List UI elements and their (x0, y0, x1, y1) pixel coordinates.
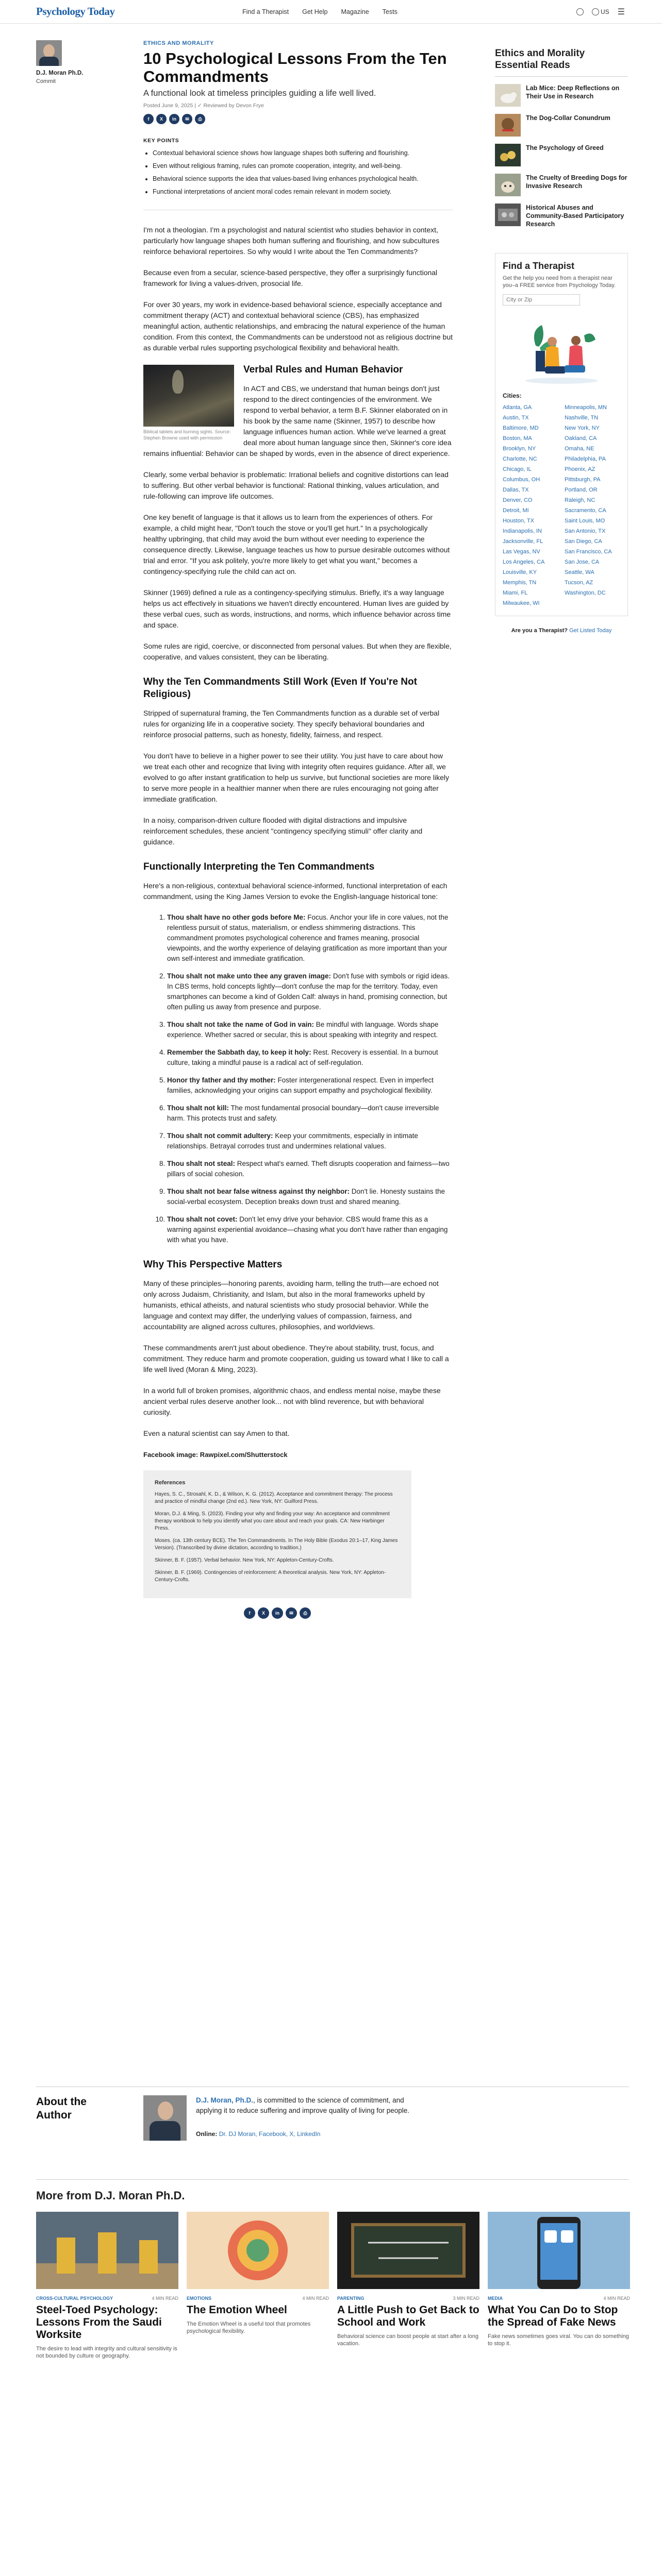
card-read-time: 3 MIN READ (453, 2296, 479, 2301)
paragraph: I'm not a theologian. I'm a psychologist and natural scientist who studies behavior in context, particularly how language shapes both human suffering and flourishing, and how subcultures reinforce behavioral repertoires. So why would I write about the Ten Commandments? (143, 226, 440, 256)
card-summary: Fake news sometimes goes viral. You can do something to stop it. (488, 2333, 629, 2347)
references-label: References (155, 1480, 186, 1486)
city-link[interactable]: Los Angeles, CA (503, 559, 545, 565)
heading-why-matters: Why This Perspective Matters (143, 1259, 283, 1270)
email-share-icon[interactable]: ✉ (182, 114, 192, 124)
paragraph: In ACT and CBS, we understand that human beings don't just respond to the direct contingencies of the environment. We respond to verbal behavior, a term B.F. Skinner elaborated on in his book by the same name (Skinner, 1957) to describe how language influences human action. While we've learned a great deal more about human language since then, Skinner's core idea remains influential: Behavior can be shaped by words, even in the absence of direct experience. (143, 384, 452, 457)
city-link[interactable]: Phoenix, AZ (565, 466, 595, 472)
list-item: 7. Thou shalt not commit adultery: Keep your commitments, especially in intimate relationships. Betrayal corrodes trust and undermines relational values. (167, 1131, 453, 1151)
city-link[interactable]: Washington, DC (565, 590, 606, 596)
city-link[interactable]: Raleigh, NC (565, 497, 595, 503)
author-photo[interactable] (143, 2095, 187, 2141)
city-link[interactable]: Memphis, TN (503, 580, 537, 586)
city-link[interactable]: Miami, FL (503, 590, 528, 596)
top-nav (0, 0, 662, 24)
city-link[interactable]: Indianapolis, IN (503, 528, 542, 534)
key-point: • Contextual behavioral science shows how language shapes both suffering and flourishing. (153, 149, 453, 158)
article-title: 10 Psychological Lessons From the Ten Commandments (143, 49, 447, 86)
site-logo[interactable]: Psychology Today (36, 5, 115, 18)
paragraph: Clearly, some verbal behavior is problematic: Irrational beliefs and cognitive distortions can lead to suffering. But other verbal behavior is functional: Rational thinking, values articulation, and rule-following can improve life outcomes. (143, 470, 449, 500)
card-summary: The Emotion Wheel is a useful tool that promotes psychological flexibility. (187, 2321, 311, 2334)
author-online (196, 2130, 320, 2138)
paragraph: Some rules are rigid, coercive, or disconnected from personal values. But when they are flexible, cooperative, and values consistent, they can be liberating. (143, 642, 452, 661)
author-bio (196, 2095, 412, 2116)
city-zip-input[interactable] (503, 294, 580, 306)
city-link[interactable]: Nashville, TN (565, 415, 599, 421)
linkedin-share-icon[interactable]: in (169, 114, 179, 124)
card-read-time: 4 MIN READ (302, 2296, 329, 2301)
city-link[interactable]: Chicago, IL (503, 466, 532, 472)
list-item: 5. Honor thy father and thy mother: Foster intergenerational respect. Even in imperfect families, acknowledging your origins can support empathy and psychological flexibility. (167, 1075, 453, 1096)
list-item: 1. Thou shalt have no other gods before Me: Focus. Anchor your life in core values, not the relentless pursuit of status, materialism, or endless shimmering distractions. This commandment promotes psychological coherence and frames meaning, prosocial viewpoints, and the worthy experience of delaying gratification as more important than your own self-interest and immediate gratification. (167, 912, 453, 964)
therapist-question: Are you a Therapist? (511, 628, 568, 634)
find-therapist-title: Find a Therapist (503, 261, 575, 271)
more-from-author (36, 2179, 629, 2360)
nav-link-magazine[interactable]: Magazine (341, 8, 369, 15)
dog-collar-thumbnail (495, 114, 521, 137)
heading-functional: Functionally Interpreting the Ten Commandments (143, 861, 375, 872)
list-item: 2. Thou shalt not make unto thee any graven image: Don't fuse with symbols or rigid ideas. In CBS terms, hold concepts lightly—don't confuse the map for the territory. Today, even smartphones can become a kind of Golden Calf: always in hand, promising connection, but often pulling us away from presence and purpose. (167, 971, 453, 1012)
nav-right (576, 0, 625, 24)
x-share-icon[interactable]: X (258, 1607, 269, 1619)
article (143, 40, 453, 1619)
city-link[interactable]: Dallas, TX (503, 487, 529, 493)
city-link[interactable] (565, 598, 620, 608)
print-icon[interactable]: ⎙ (195, 114, 205, 124)
key-points-list (153, 149, 453, 196)
city-link[interactable]: Seattle, WA (565, 569, 594, 575)
tablets-image (143, 365, 234, 427)
lab-mice-thumbnail (495, 84, 521, 107)
card-title[interactable]: What You Can Do to Stop the Spread of Fake News (488, 2304, 618, 2328)
online-label: Online: (196, 2130, 218, 2138)
card-category[interactable]: MEDIA (488, 2296, 503, 2301)
essential-read-item[interactable] (495, 204, 628, 228)
therapy-illustration (520, 315, 603, 387)
article-meta: Posted June 9, 2025 | ✓ Reviewed by Devon Frye (143, 103, 264, 109)
list-item: 3. Thou shalt not take the name of God in vain: Be mindful with language. Words shape experience. Whether sacred or secular, this is about speaking with integrity and respect. (167, 1020, 453, 1040)
city-link[interactable]: Houston, TX (503, 518, 534, 524)
cities-label: Cities: (503, 392, 522, 399)
city-link[interactable]: San Diego, CA (565, 538, 602, 545)
author-bio-text: , is committed to the science of commitment, and applying it to reduce suffering and improve quality of living for people. (196, 2096, 409, 2114)
card-title[interactable]: Steel-Toed Psychology: Lessons From the Saudi Worksite (36, 2304, 162, 2341)
city-link[interactable]: San Antonio, TX (565, 528, 606, 534)
image-credit: Facebook image: Rawpixel.com/Shutterstock (143, 1451, 288, 1459)
author-name[interactable]: D.J. Moran Ph.D. (36, 70, 84, 76)
globe-icon (592, 8, 599, 15)
essential-read-item[interactable] (495, 84, 628, 107)
list-item: 8. Thou shalt not steal: Respect what's earned. Theft disrupts cooperation and fairness—two pillars of social cohesion. (167, 1159, 453, 1179)
city-link[interactable]: Las Vegas, NV (503, 549, 540, 555)
region-selector[interactable] (592, 8, 609, 16)
essential-read-link[interactable]: The Psychology of Greed (526, 144, 604, 151)
author-name-link[interactable]: D.J. Moran, Ph.D. (196, 2096, 254, 2104)
essential-read-item[interactable] (495, 114, 628, 137)
city-link[interactable]: Oakland, CA (565, 435, 597, 442)
key-point: • Behavioral science supports the idea that values-based living enhances psychological health. (153, 175, 453, 183)
city-link[interactable]: Philadelphia, PA (565, 456, 606, 462)
cities-list (503, 402, 620, 608)
city-link[interactable]: Saint Louis, MO (565, 518, 605, 524)
about-author (36, 2087, 629, 2138)
list-item: 9. Thou shalt not bear false witness against thy neighbor: Don't lie. Honesty sustains the social-verbal ecosystem. Deception breaks down trust and shared meaning. (167, 1187, 453, 1207)
city-link[interactable]: Portland, OR (565, 487, 598, 493)
card-read-time: 4 MIN READ (603, 2296, 630, 2301)
author-links[interactable]: Dr. DJ Moran, Facebook, X, LinkedIn (219, 2130, 321, 2138)
facebook-share-icon[interactable]: f (244, 1607, 255, 1619)
paragraph: You don't have to believe in a higher power to see their utility. You just have to care about how we treat each other and recognize that living with integrity often requires guidance. After all, we evolved to go after instant gratification to help us survive, but functional societies are more likely to serve more people in a healthier manner when there are rules encouraging not going after immediate gratification. (143, 752, 449, 803)
essential-read-link[interactable]: The Cruelty of Breeding Dogs for Invasive Research (526, 174, 627, 190)
article-card[interactable] (488, 2212, 630, 2360)
city-link[interactable]: Boston, MA (503, 435, 532, 442)
author-avatar[interactable] (36, 40, 62, 66)
paragraph: Because even from a secular, science-based perspective, they offer a surprisingly functional framework for living a values-driven, prosocial life. (143, 268, 438, 287)
city-link[interactable]: Brooklyn, NY (503, 446, 536, 452)
city-link[interactable]: Columbus, OH (503, 477, 540, 483)
emotion-wheel-thumbnail (187, 2212, 329, 2289)
category-link[interactable]: ETHICS AND MORALITY (143, 40, 214, 46)
paragraph: Many of these principles—honoring parents, avoiding harm, telling the truth—are echoed not only across Judaism, Christianity, and Islam, but also in the moral frameworks upheld by humanists, ethical atheists, and natural scientists who study prosocial behavior. While the language and context may differ, the underlying values of compassion, fairness, and accountability are aligned across cultures, philosophies, and worldviews. (143, 1279, 439, 1331)
article-figure (143, 365, 234, 441)
city-link[interactable]: Minneapolis, MN (565, 404, 607, 411)
nav-link-get-help[interactable]: Get Help (302, 8, 328, 15)
print-icon[interactable]: ⎙ (300, 1607, 311, 1619)
city-link[interactable]: Tucson, AZ (565, 580, 593, 586)
about-author-title: About the Author (36, 2096, 87, 2121)
worksite-thumbnail (36, 2212, 178, 2289)
x-share-icon[interactable]: X (156, 114, 167, 124)
reference-item: Moses. (ca. 13th century BCE). The Ten Commandments. In The Holy Bible (Exodus 20:1–17, King James Version). (Transcribed by divine dictation, according to tradition.) (155, 1538, 398, 1551)
nav-link-find-therapist[interactable]: Find a Therapist (242, 8, 289, 15)
nav-links (242, 0, 398, 24)
card-category[interactable]: CROSS-CULTURAL PSYCHOLOGY (36, 2296, 113, 2301)
facebook-share-icon[interactable]: f (143, 114, 154, 124)
essential-reads-title: Ethics and Morality Essential Reads (495, 47, 628, 77)
references-box (143, 1470, 411, 1598)
paragraph: Stripped of supernatural framing, the Ten Commandments function as a durable set of verbal rules for organizing life in a cooperative society. They specify behavioral boundaries and reinforce prosocial patterns, such as honesty, fidelity, fairness, and respect. (143, 709, 440, 739)
essential-read-item[interactable] (495, 174, 628, 196)
card-category[interactable]: EMOTIONS (187, 2296, 212, 2301)
city-link[interactable]: Baltimore, MD (503, 425, 539, 431)
reference-item: Skinner, B. F. (1957). Verbal behavior. New York, NY: Appleton-Century-Crofts. (155, 1557, 334, 1563)
reference-item: Skinner, B. F. (1969). Contingencies of reinforcement: A theoretical analysis. New York, NY: Appleton-Century-Crofts. (155, 1570, 386, 1583)
article-card[interactable] (36, 2212, 178, 2360)
article-subtitle: A functional look at timeless principles guiding a life well lived. (143, 89, 376, 98)
share-buttons-bottom (143, 1607, 411, 1619)
key-point: • Functional interpretations of ancient moral codes remain relevant in modern society. (153, 188, 453, 196)
city-link[interactable]: Sacramento, CA (565, 507, 606, 514)
dogs-thumbnail (495, 174, 521, 196)
city-link[interactable]: Milwaukee, WI (503, 600, 540, 606)
list-item: 6. Thou shalt not kill: The most fundamental prosocial boundary—don't cause irreversible harm. This protects trust and safety. (167, 1103, 453, 1124)
paragraph: For over 30 years, my work in evidence-based behavioral science, especially acceptance and commitment therapy (ACT) and contextual behavioral science (CBS), has emphasized meaningful action, authentic relationships, and embracing the natural experience of the human condition. From this context, the Commandments can be understood not as religious doctrine but as durable verbal rules supporting psychological flexibility and behavioral health. (143, 300, 453, 352)
city-link[interactable]: Denver, CO (503, 497, 533, 503)
card-read-time: 4 MIN READ (152, 2296, 178, 2301)
greed-thumbnail (495, 144, 521, 166)
key-points-label: KEY POINTS (143, 138, 179, 144)
linkedin-share-icon[interactable]: in (272, 1607, 283, 1619)
fake-news-thumbnail (488, 2212, 630, 2289)
author-blog[interactable]: Commit (36, 78, 56, 84)
city-link[interactable]: Jacksonville, FL (503, 538, 543, 545)
paragraph: Even a natural scientist can say Amen to that. (143, 1429, 290, 1437)
essential-read-link[interactable]: Lab Mice: Deep Reflections on Their Use in Research (526, 84, 620, 100)
paragraph: Here's a non-religious, contextual behavioral science-informed, functional interpretation of each commandment, using the King James Version to evoke the English-language historical tone: (143, 882, 448, 901)
region-label: US (600, 8, 609, 15)
city-link[interactable]: Omaha, NE (565, 446, 594, 452)
reference-item: Moran, D.J. & Ming, S. (2023). Finding your why and finding your way: An acceptance and commitment therapy workbook to help you identify what you care about and reach your goals. CA: New Harbinger Press. (155, 1511, 390, 1531)
heading-verbal-rules: Verbal Rules and Human Behavior (243, 364, 403, 375)
essential-read-link[interactable]: Historical Abuses and Community-Based Participatory Research (526, 204, 624, 228)
sidebar (495, 47, 628, 634)
author-cards (36, 2212, 629, 2360)
city-link[interactable]: Charlotte, NC (503, 456, 537, 462)
author-mini (36, 40, 98, 84)
paragraph: In a noisy, comparison-driven culture flooded with digital distractions and impulsive reinforcement schedules, these ancient "contingency specifying stimuli" offer clarity and guidance. (143, 816, 423, 846)
paragraph: Skinner (1969) defined a rule as a contingency-specifying stimulus. Briefly, it's a way language helps us act effectively in situations we haven't directly encountered. Human lives are guided by these verbal cues, such as words, instructions, and norms, which influence behavior across time and space. (143, 588, 451, 629)
share-buttons (143, 114, 453, 124)
city-link[interactable]: San Jose, CA (565, 559, 600, 565)
reference-item: Hayes, S. C., Strosahl, K. D., & Wilson, K. G. (2012). Acceptance and commitment therapy: The process and practice of mindful change (2nd ed.). New York, NY: Guilford Press. (155, 1492, 393, 1504)
more-from-author-title: More from D.J. Moran Ph.D. (36, 2189, 185, 2202)
city-link[interactable]: Atlanta, GA (503, 404, 532, 411)
card-summary: Behavioral science can boost people at start after a long vacation. (337, 2333, 478, 2347)
city-link[interactable]: Louisville, KY (503, 569, 537, 575)
essential-read-item[interactable] (495, 144, 628, 166)
article-card[interactable] (187, 2212, 329, 2360)
city-link[interactable]: San Francisco, CA (565, 549, 612, 555)
city-link[interactable]: Pittsburgh, PA (565, 477, 601, 483)
card-title[interactable]: The Emotion Wheel (187, 2304, 287, 2316)
search-icon[interactable] (576, 8, 584, 16)
menu-icon[interactable]: ☰ (617, 8, 625, 16)
find-therapist-subtext: Get the help you need from a therapist near you–a FREE service from Psychology Today. (503, 275, 616, 289)
essential-read-link[interactable]: The Dog-Collar Conundrum (526, 114, 610, 122)
email-share-icon[interactable]: ✉ (286, 1607, 297, 1619)
key-point: • Even without religious framing, rules can promote cooperation, integrity, and well-being. (153, 162, 453, 171)
list-item: 10. Thou shalt not covet: Don't let envy drive your behavior. CBS would frame this as a warning against experiential avoidance—chasing what you don't have rather than engaging with what you have. (167, 1214, 453, 1245)
commandments-list (167, 912, 453, 1245)
back-to-school-thumbnail (337, 2212, 479, 2289)
city-link[interactable]: New York, NY (565, 425, 600, 431)
paragraph: One key benefit of language is that it allows us to learn from the experiences of others. For example, a child might hear, "Don't touch the stove or you'll get hurt." In a psychologically healthy upbringing, that child may avoid the burn without ever needing to experience the consequence directly. Likewise, language teaches us how to pursue desirable outcomes without trial and error. "If you ask politely, you're more likely to get what you want," becomes a contingency-specifying rule the child can act on. (143, 513, 450, 575)
card-summary: The desire to lead with integrity and cultural sensitivity is not bounded by culture or geography. (36, 2346, 177, 2359)
community-thumbnail (495, 204, 521, 226)
paragraph: In a world full of broken promises, algorithmic chaos, and endless mental noise, maybe these ancient verbal rules deserve another look... not with blind reverence, but with behavioral curiosity. (143, 1386, 441, 1416)
heading-why-still-work: Why the Ten Commandments Still Work (Even If You're Not Religious) (143, 676, 417, 700)
therapist-cta (495, 628, 628, 634)
paragraph: These commandments aren't just about obedience. They're about stability, trust, focus, and commitment. They reduce harm and promote cooperation, guiding us toward what I like to call a life well lived (Moran & Ming, 2023). (143, 1344, 449, 1374)
get-listed-link[interactable]: Get Listed Today (569, 628, 612, 634)
card-category[interactable]: PARENTING (337, 2296, 365, 2301)
article-card[interactable] (337, 2212, 479, 2360)
city-link[interactable]: Austin, TX (503, 415, 529, 421)
find-therapist-box (495, 253, 628, 616)
city-link[interactable]: Detroit, MI (503, 507, 529, 514)
nav-link-tests[interactable]: Tests (382, 8, 398, 15)
list-item: 4. Remember the Sabbath day, to keep it holy: Rest. Recovery is essential. In a burnout culture, taking a mindful pause is a radical act of self-regulation. (167, 1047, 453, 1068)
figure-caption: Biblical tablets and burning sights. Source: Stephen Browne used with permission (143, 429, 231, 440)
card-title[interactable]: A Little Push to Get Back to School and Work (337, 2304, 479, 2328)
